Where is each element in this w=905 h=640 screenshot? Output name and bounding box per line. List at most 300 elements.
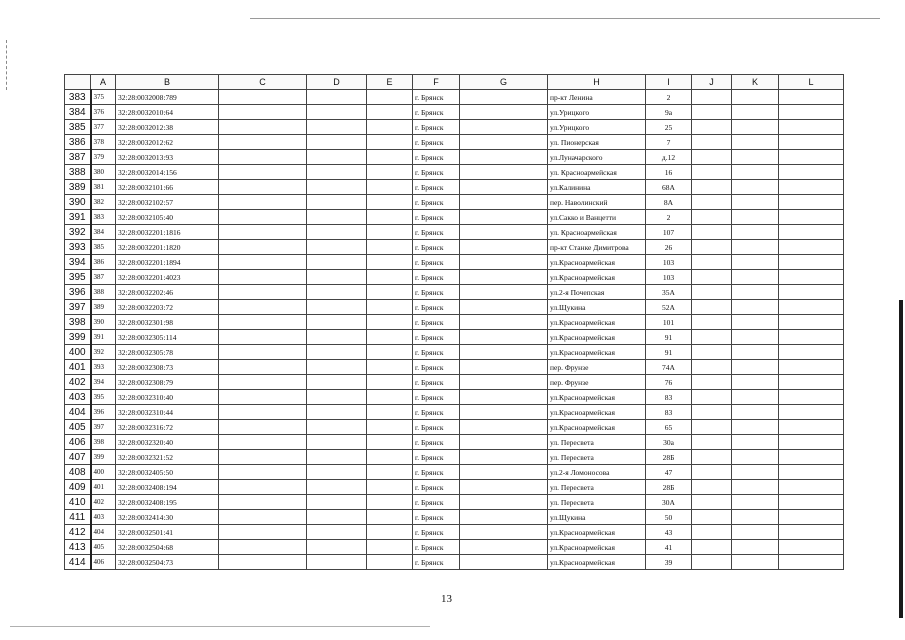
row-number-cell[interactable]: 384: [65, 105, 91, 120]
cell-empty[interactable]: [460, 225, 548, 240]
row-number-cell[interactable]: 405: [65, 420, 91, 435]
cell-empty[interactable]: [307, 390, 367, 405]
row-number-cell[interactable]: 395: [65, 270, 91, 285]
cell-street[interactable]: ул.Щукина: [548, 300, 646, 315]
cell-empty[interactable]: [692, 120, 732, 135]
cell-empty[interactable]: [307, 120, 367, 135]
cell-city[interactable]: г. Брянск: [413, 90, 460, 105]
cell-city[interactable]: г. Брянск: [413, 420, 460, 435]
cell-house-number[interactable]: 68А: [646, 180, 692, 195]
cell-cadastral-number[interactable]: 32:28:0032405:50: [116, 465, 219, 480]
row-number-cell[interactable]: 407: [65, 450, 91, 465]
cell-street[interactable]: ул.Красноармейская: [548, 315, 646, 330]
cell-empty[interactable]: [307, 285, 367, 300]
cell-empty[interactable]: [367, 210, 413, 225]
cell-empty[interactable]: [732, 345, 779, 360]
cell-index[interactable]: 402: [91, 495, 116, 510]
cell-empty[interactable]: [692, 510, 732, 525]
cell-empty[interactable]: [219, 420, 307, 435]
cell-empty[interactable]: [692, 225, 732, 240]
cell-cadastral-number[interactable]: 32:28:0032310:40: [116, 390, 219, 405]
cell-house-number[interactable]: 30а: [646, 435, 692, 450]
cell-house-number[interactable]: 2: [646, 90, 692, 105]
cell-empty[interactable]: [692, 495, 732, 510]
cell-empty[interactable]: [219, 255, 307, 270]
cell-empty[interactable]: [779, 495, 844, 510]
cell-empty[interactable]: [219, 555, 307, 570]
cell-empty[interactable]: [692, 420, 732, 435]
column-header-d[interactable]: D: [307, 75, 367, 90]
cell-empty[interactable]: [219, 345, 307, 360]
column-header-h[interactable]: H: [548, 75, 646, 90]
row-number-cell[interactable]: 409: [65, 480, 91, 495]
cell-empty[interactable]: [219, 315, 307, 330]
cell-empty[interactable]: [367, 180, 413, 195]
cell-empty[interactable]: [732, 165, 779, 180]
cell-empty[interactable]: [779, 390, 844, 405]
cell-city[interactable]: г. Брянск: [413, 330, 460, 345]
cell-house-number[interactable]: 52А: [646, 300, 692, 315]
cell-street[interactable]: ул.Красноармейская: [548, 555, 646, 570]
cell-empty[interactable]: [460, 180, 548, 195]
cell-empty[interactable]: [692, 135, 732, 150]
column-header-f[interactable]: F: [413, 75, 460, 90]
cell-city[interactable]: г. Брянск: [413, 195, 460, 210]
cell-empty[interactable]: [307, 105, 367, 120]
row-number-cell[interactable]: 400: [65, 345, 91, 360]
cell-index[interactable]: 395: [91, 390, 116, 405]
row-number-cell[interactable]: 390: [65, 195, 91, 210]
cell-city[interactable]: г. Брянск: [413, 450, 460, 465]
cell-street[interactable]: пр-кт Ленина: [548, 90, 646, 105]
cell-empty[interactable]: [307, 405, 367, 420]
cell-city[interactable]: г. Брянск: [413, 150, 460, 165]
cell-empty[interactable]: [367, 315, 413, 330]
column-header-g[interactable]: G: [460, 75, 548, 90]
cell-empty[interactable]: [732, 435, 779, 450]
cell-empty[interactable]: [692, 450, 732, 465]
cell-street[interactable]: ул.Луначарского: [548, 150, 646, 165]
column-header-a[interactable]: A: [91, 75, 116, 90]
row-number-cell[interactable]: 411: [65, 510, 91, 525]
cell-empty[interactable]: [219, 90, 307, 105]
row-number-cell[interactable]: 413: [65, 540, 91, 555]
row-number-cell[interactable]: 386: [65, 135, 91, 150]
cell-empty[interactable]: [307, 435, 367, 450]
cell-cadastral-number[interactable]: 32:28:0032201:4023: [116, 270, 219, 285]
cell-street[interactable]: ул. Пионерская: [548, 135, 646, 150]
row-number-cell[interactable]: 398: [65, 315, 91, 330]
cell-empty[interactable]: [219, 285, 307, 300]
cell-empty[interactable]: [692, 405, 732, 420]
row-number-cell[interactable]: 404: [65, 405, 91, 420]
cell-empty[interactable]: [219, 360, 307, 375]
cell-empty[interactable]: [692, 525, 732, 540]
cell-empty[interactable]: [732, 390, 779, 405]
cell-street[interactable]: ул.Красноармейская: [548, 345, 646, 360]
cell-city[interactable]: г. Брянск: [413, 495, 460, 510]
cell-empty[interactable]: [692, 480, 732, 495]
cell-empty[interactable]: [779, 105, 844, 120]
cell-city[interactable]: г. Брянск: [413, 240, 460, 255]
cell-empty[interactable]: [692, 390, 732, 405]
cell-street[interactable]: пер. Фрунзе: [548, 375, 646, 390]
cell-empty[interactable]: [307, 360, 367, 375]
column-header-e[interactable]: E: [367, 75, 413, 90]
cell-empty[interactable]: [367, 225, 413, 240]
cell-index[interactable]: 386: [91, 255, 116, 270]
cell-empty[interactable]: [307, 540, 367, 555]
cell-city[interactable]: г. Брянск: [413, 255, 460, 270]
cell-empty[interactable]: [692, 150, 732, 165]
cell-street[interactable]: ул.Калинина: [548, 180, 646, 195]
cell-empty[interactable]: [732, 330, 779, 345]
row-number-cell[interactable]: 389: [65, 180, 91, 195]
cell-empty[interactable]: [692, 540, 732, 555]
cell-empty[interactable]: [732, 540, 779, 555]
cell-empty[interactable]: [732, 285, 779, 300]
cell-empty[interactable]: [367, 405, 413, 420]
cell-cadastral-number[interactable]: 32:28:0032008:789: [116, 90, 219, 105]
cell-cadastral-number[interactable]: 32:28:0032201:1820: [116, 240, 219, 255]
cell-empty[interactable]: [307, 90, 367, 105]
cell-empty[interactable]: [732, 495, 779, 510]
cell-empty[interactable]: [692, 90, 732, 105]
row-number-cell[interactable]: 408: [65, 465, 91, 480]
cell-empty[interactable]: [219, 180, 307, 195]
cell-empty[interactable]: [219, 405, 307, 420]
row-number-cell[interactable]: 392: [65, 225, 91, 240]
cell-empty[interactable]: [367, 540, 413, 555]
cell-empty[interactable]: [307, 240, 367, 255]
cell-empty[interactable]: [460, 285, 548, 300]
cell-empty[interactable]: [779, 225, 844, 240]
cell-empty[interactable]: [219, 210, 307, 225]
cell-empty[interactable]: [219, 135, 307, 150]
cell-empty[interactable]: [219, 435, 307, 450]
cell-empty[interactable]: [219, 510, 307, 525]
cell-empty[interactable]: [779, 300, 844, 315]
cell-empty[interactable]: [367, 90, 413, 105]
cell-empty[interactable]: [732, 315, 779, 330]
cell-empty[interactable]: [779, 195, 844, 210]
cell-index[interactable]: 381: [91, 180, 116, 195]
cell-index[interactable]: 406: [91, 555, 116, 570]
cell-empty[interactable]: [219, 270, 307, 285]
cell-cadastral-number[interactable]: 32:28:0032305:78: [116, 345, 219, 360]
cell-empty[interactable]: [307, 210, 367, 225]
cell-empty[interactable]: [692, 195, 732, 210]
cell-index[interactable]: 393: [91, 360, 116, 375]
cell-house-number[interactable]: 8А: [646, 195, 692, 210]
cell-empty[interactable]: [692, 255, 732, 270]
cell-street[interactable]: ул.2-я Ломоносова: [548, 465, 646, 480]
cell-empty[interactable]: [307, 555, 367, 570]
cell-cadastral-number[interactable]: 32:28:0032414:30: [116, 510, 219, 525]
cell-index[interactable]: 387: [91, 270, 116, 285]
cell-empty[interactable]: [367, 150, 413, 165]
cell-empty[interactable]: [779, 510, 844, 525]
cell-empty[interactable]: [779, 165, 844, 180]
cell-house-number[interactable]: 65: [646, 420, 692, 435]
cell-empty[interactable]: [779, 255, 844, 270]
cell-cadastral-number[interactable]: 32:28:0032201:1894: [116, 255, 219, 270]
cell-empty[interactable]: [460, 195, 548, 210]
cell-empty[interactable]: [307, 225, 367, 240]
cell-city[interactable]: г. Брянск: [413, 525, 460, 540]
cell-index[interactable]: 392: [91, 345, 116, 360]
cell-empty[interactable]: [732, 105, 779, 120]
cell-empty[interactable]: [307, 135, 367, 150]
cell-house-number[interactable]: 7: [646, 135, 692, 150]
cell-street[interactable]: ул.Красноармейская: [548, 540, 646, 555]
cell-empty[interactable]: [460, 480, 548, 495]
cell-cadastral-number[interactable]: 32:28:0032504:73: [116, 555, 219, 570]
cell-city[interactable]: г. Брянск: [413, 465, 460, 480]
cell-index[interactable]: 384: [91, 225, 116, 240]
cell-empty[interactable]: [779, 405, 844, 420]
cell-empty[interactable]: [779, 360, 844, 375]
row-number-cell[interactable]: 397: [65, 300, 91, 315]
row-number-cell[interactable]: 402: [65, 375, 91, 390]
cell-cadastral-number[interactable]: 32:28:0032105:40: [116, 210, 219, 225]
cell-empty[interactable]: [779, 465, 844, 480]
cell-empty[interactable]: [732, 120, 779, 135]
cell-empty[interactable]: [692, 330, 732, 345]
cell-empty[interactable]: [779, 435, 844, 450]
cell-index[interactable]: 405: [91, 540, 116, 555]
cell-empty[interactable]: [367, 300, 413, 315]
cell-empty[interactable]: [460, 315, 548, 330]
cell-street[interactable]: ул. Пересвета: [548, 495, 646, 510]
cell-cadastral-number[interactable]: 32:28:0032308:73: [116, 360, 219, 375]
cell-empty[interactable]: [460, 540, 548, 555]
cell-house-number[interactable]: 39: [646, 555, 692, 570]
cell-empty[interactable]: [307, 345, 367, 360]
cell-empty[interactable]: [367, 165, 413, 180]
cell-empty[interactable]: [219, 330, 307, 345]
cell-empty[interactable]: [367, 480, 413, 495]
cell-empty[interactable]: [692, 345, 732, 360]
row-number-cell[interactable]: 403: [65, 390, 91, 405]
cell-empty[interactable]: [692, 270, 732, 285]
cell-empty[interactable]: [692, 105, 732, 120]
cell-empty[interactable]: [779, 315, 844, 330]
cell-empty[interactable]: [460, 495, 548, 510]
cell-empty[interactable]: [367, 270, 413, 285]
cell-empty[interactable]: [692, 240, 732, 255]
cell-cadastral-number[interactable]: 32:28:0032014:156: [116, 165, 219, 180]
cell-house-number[interactable]: 91: [646, 345, 692, 360]
cell-cadastral-number[interactable]: 32:28:0032013:93: [116, 150, 219, 165]
cell-empty[interactable]: [732, 480, 779, 495]
cell-empty[interactable]: [460, 390, 548, 405]
cell-empty[interactable]: [692, 555, 732, 570]
cell-empty[interactable]: [692, 465, 732, 480]
cell-empty[interactable]: [367, 450, 413, 465]
cell-index[interactable]: 375: [91, 90, 116, 105]
cell-empty[interactable]: [307, 255, 367, 270]
cell-empty[interactable]: [779, 525, 844, 540]
cell-empty[interactable]: [307, 510, 367, 525]
cell-empty[interactable]: [460, 375, 548, 390]
cell-street[interactable]: ул.Красноармейская: [548, 420, 646, 435]
row-number-cell[interactable]: 396: [65, 285, 91, 300]
cell-cadastral-number[interactable]: 32:28:0032102:57: [116, 195, 219, 210]
cell-city[interactable]: г. Брянск: [413, 270, 460, 285]
cell-empty[interactable]: [460, 345, 548, 360]
cell-empty[interactable]: [460, 240, 548, 255]
cell-empty[interactable]: [732, 405, 779, 420]
cell-empty[interactable]: [732, 510, 779, 525]
cell-street[interactable]: ул.Красноармейская: [548, 270, 646, 285]
cell-cadastral-number[interactable]: 32:28:0032305:114: [116, 330, 219, 345]
cell-empty[interactable]: [732, 225, 779, 240]
row-number-cell[interactable]: 414: [65, 555, 91, 570]
cell-index[interactable]: 398: [91, 435, 116, 450]
cell-empty[interactable]: [779, 285, 844, 300]
cell-empty[interactable]: [732, 180, 779, 195]
cell-empty[interactable]: [779, 345, 844, 360]
cell-cadastral-number[interactable]: 32:28:0032408:195: [116, 495, 219, 510]
cell-index[interactable]: 380: [91, 165, 116, 180]
cell-empty[interactable]: [367, 555, 413, 570]
cell-empty[interactable]: [367, 465, 413, 480]
cell-empty[interactable]: [307, 270, 367, 285]
cell-empty[interactable]: [367, 375, 413, 390]
cell-empty[interactable]: [779, 135, 844, 150]
cell-empty[interactable]: [460, 270, 548, 285]
cell-city[interactable]: г. Брянск: [413, 375, 460, 390]
cell-house-number[interactable]: 41: [646, 540, 692, 555]
cell-empty[interactable]: [732, 90, 779, 105]
cell-street[interactable]: ул.Красноармейская: [548, 255, 646, 270]
cell-empty[interactable]: [732, 525, 779, 540]
row-number-cell[interactable]: 393: [65, 240, 91, 255]
cell-street[interactable]: пер. Фрунзе: [548, 360, 646, 375]
row-number-cell[interactable]: 401: [65, 360, 91, 375]
cell-street[interactable]: ул.Щукина: [548, 510, 646, 525]
cell-index[interactable]: 388: [91, 285, 116, 300]
cell-empty[interactable]: [219, 375, 307, 390]
row-number-cell[interactable]: 387: [65, 150, 91, 165]
cell-house-number[interactable]: 28Б: [646, 450, 692, 465]
cell-empty[interactable]: [460, 420, 548, 435]
corner-header-cell[interactable]: [65, 75, 91, 90]
cell-index[interactable]: 391: [91, 330, 116, 345]
cell-street[interactable]: пер. Наволинский: [548, 195, 646, 210]
cell-street[interactable]: ул. Пересвета: [548, 480, 646, 495]
cell-index[interactable]: 382: [91, 195, 116, 210]
cell-street[interactable]: ул.Урицкого: [548, 120, 646, 135]
cell-empty[interactable]: [692, 300, 732, 315]
cell-cadastral-number[interactable]: 32:28:0032012:62: [116, 135, 219, 150]
cell-empty[interactable]: [307, 495, 367, 510]
cell-index[interactable]: 379: [91, 150, 116, 165]
cell-empty[interactable]: [692, 360, 732, 375]
cell-empty[interactable]: [460, 360, 548, 375]
cell-empty[interactable]: [307, 525, 367, 540]
cell-empty[interactable]: [307, 315, 367, 330]
cell-index[interactable]: 389: [91, 300, 116, 315]
cell-empty[interactable]: [732, 255, 779, 270]
cell-empty[interactable]: [460, 465, 548, 480]
cell-house-number[interactable]: 83: [646, 405, 692, 420]
row-number-cell[interactable]: 399: [65, 330, 91, 345]
cell-index[interactable]: 394: [91, 375, 116, 390]
cell-empty[interactable]: [779, 210, 844, 225]
cell-empty[interactable]: [732, 360, 779, 375]
cell-empty[interactable]: [779, 375, 844, 390]
cell-empty[interactable]: [219, 105, 307, 120]
cell-empty[interactable]: [219, 540, 307, 555]
cell-cadastral-number[interactable]: 32:28:0032504:68: [116, 540, 219, 555]
cell-empty[interactable]: [460, 255, 548, 270]
cell-street[interactable]: ул.Сакко и Ванцетти: [548, 210, 646, 225]
column-header-k[interactable]: K: [732, 75, 779, 90]
cell-house-number[interactable]: 43: [646, 525, 692, 540]
cell-cadastral-number[interactable]: 32:28:0032310:44: [116, 405, 219, 420]
cell-city[interactable]: г. Брянск: [413, 390, 460, 405]
cell-house-number[interactable]: 101: [646, 315, 692, 330]
cell-empty[interactable]: [692, 315, 732, 330]
cell-house-number[interactable]: 28Б: [646, 480, 692, 495]
cell-house-number[interactable]: 35А: [646, 285, 692, 300]
row-number-cell[interactable]: 412: [65, 525, 91, 540]
cell-empty[interactable]: [367, 255, 413, 270]
cell-house-number[interactable]: 50: [646, 510, 692, 525]
cell-street[interactable]: ул.Красноармейская: [548, 390, 646, 405]
cell-house-number[interactable]: 83: [646, 390, 692, 405]
cell-empty[interactable]: [307, 330, 367, 345]
cell-index[interactable]: 403: [91, 510, 116, 525]
cell-index[interactable]: 383: [91, 210, 116, 225]
cell-empty[interactable]: [367, 240, 413, 255]
cell-city[interactable]: г. Брянск: [413, 540, 460, 555]
cell-index[interactable]: 385: [91, 240, 116, 255]
cell-cadastral-number[interactable]: 32:28:0032101:66: [116, 180, 219, 195]
cell-index[interactable]: 399: [91, 450, 116, 465]
cell-empty[interactable]: [219, 525, 307, 540]
cell-city[interactable]: г. Брянск: [413, 510, 460, 525]
cell-street[interactable]: ул. Красноармейская: [548, 225, 646, 240]
column-header-b[interactable]: B: [116, 75, 219, 90]
cell-empty[interactable]: [732, 195, 779, 210]
cell-house-number[interactable]: 30А: [646, 495, 692, 510]
cell-cadastral-number[interactable]: 32:28:0032308:79: [116, 375, 219, 390]
cell-city[interactable]: г. Брянск: [413, 555, 460, 570]
cell-index[interactable]: 378: [91, 135, 116, 150]
cell-empty[interactable]: [307, 165, 367, 180]
cell-city[interactable]: г. Брянск: [413, 345, 460, 360]
cell-empty[interactable]: [460, 150, 548, 165]
cell-empty[interactable]: [460, 525, 548, 540]
cell-house-number[interactable]: 103: [646, 255, 692, 270]
cell-empty[interactable]: [219, 195, 307, 210]
cell-empty[interactable]: [732, 150, 779, 165]
cell-street[interactable]: ул.Красноармейская: [548, 405, 646, 420]
cell-empty[interactable]: [732, 240, 779, 255]
cell-house-number[interactable]: 26: [646, 240, 692, 255]
cell-empty[interactable]: [460, 90, 548, 105]
cell-empty[interactable]: [367, 105, 413, 120]
cell-cadastral-number[interactable]: 32:28:0032201:1816: [116, 225, 219, 240]
cell-index[interactable]: 396: [91, 405, 116, 420]
cell-empty[interactable]: [779, 540, 844, 555]
cell-empty[interactable]: [219, 495, 307, 510]
cell-empty[interactable]: [732, 450, 779, 465]
cell-house-number[interactable]: 2: [646, 210, 692, 225]
